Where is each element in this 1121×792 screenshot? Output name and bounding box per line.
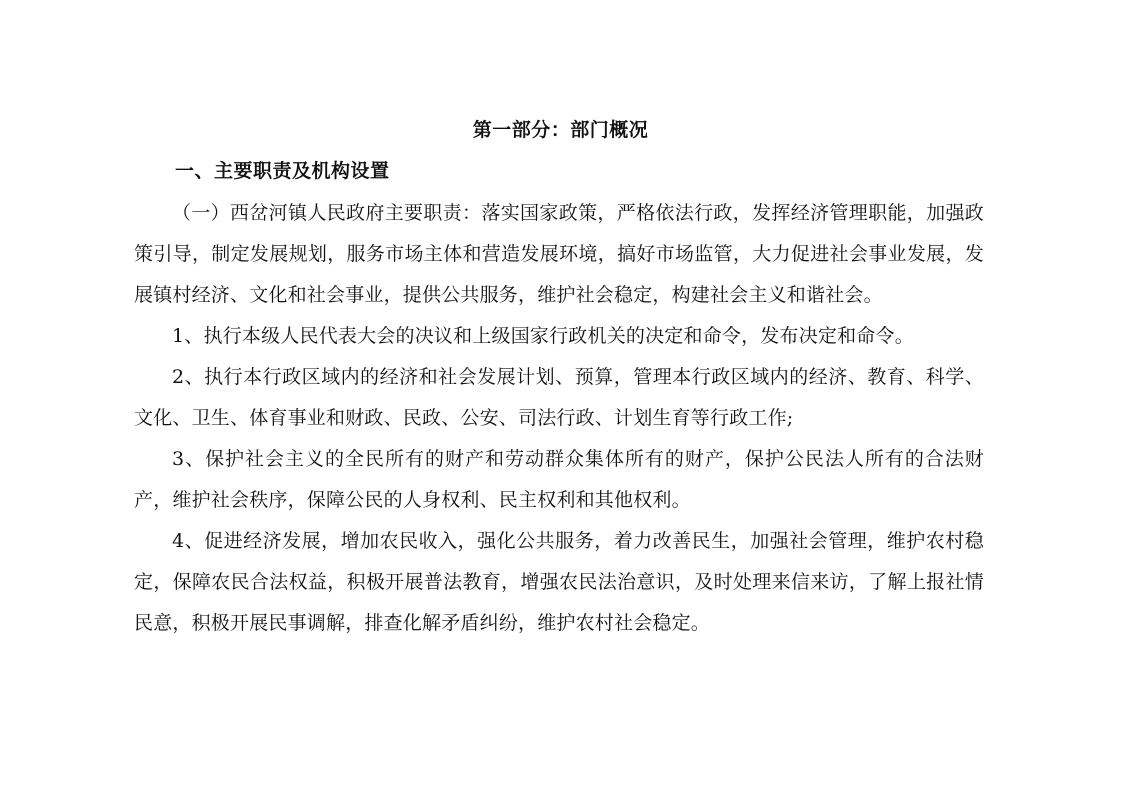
paragraph-item-1: 1、执行本级人民代表大会的决议和上级国家行政机关的决定和命令，发布决定和命令。 xyxy=(172,325,914,347)
paragraph-main-duties: （一）西岔河镇人民政府主要职责：落实国家政策，严格依法行政，发挥经济管理职能，加强政策引导，制定发展规划，服务市场主体和营造发展环境，搞好市场监管，大力促进社会事业发展，发展镇村经济、文化和社会事业，提供公共服务，维护社会稳定，构建社会主义和谐社会。 xyxy=(134,202,984,306)
paragraph-item-3: 3、保护社会主义的全民所有的财产和劳动群众集体所有的财产，保护公民法人所有的合法财产，维护社会秩序，保障公民的人身权利、民主权利和其他权利。 xyxy=(134,448,984,511)
paragraph-item-4: 4、促进经济发展，增加农民收入，强化公共服务，着力改善民生，加强社会管理，维护农村稳定，保障农民合法权益，积极开展普法教育，增强农民法治意识，及时处理来信来访，了解上报社情民意，积极开展民事调解，排查化解矛盾纠纷，维护农村社会稳定。 xyxy=(134,530,984,634)
document-title: 第一部分：部门概况 xyxy=(472,119,649,141)
section-heading: 一、主要职责及机构设置 xyxy=(175,160,390,182)
paragraph-item-2: 2、执行本行政区域内的经济和社会发展计划、预算，管理本行政区域内的经济、教育、科学、文化、卫生、体育事业和财政、民政、公安、司法行政、计划生育等行政工作; xyxy=(134,366,984,429)
document-body xyxy=(134,193,984,644)
